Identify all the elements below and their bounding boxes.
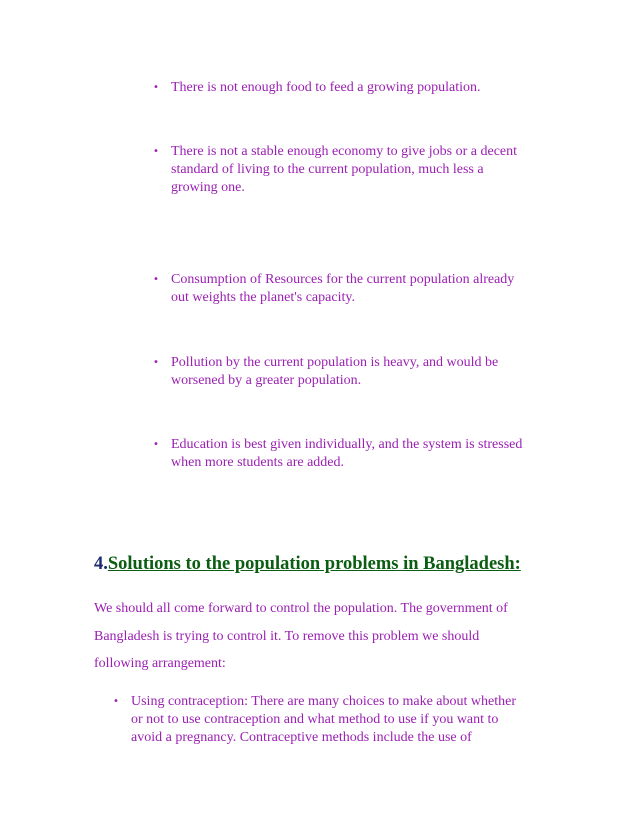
paragraph-line: We should all come forward to control the population. The government of [94,601,508,616]
bullet-line: avoid a pregnancy. Contraceptive methods include the use of [131,730,472,745]
bullet-line: Consumption of Resources for the current population already [171,272,515,287]
bullet-line: Pollution by the current population is heavy, and would be [171,355,499,370]
bullet-line: growing one. [171,180,245,195]
bullet-dot: • [113,696,119,707]
bullet-line: There is not a stable enough economy to give jobs or a decent [171,144,518,159]
paragraph-line: following arrangement: [94,656,226,671]
bullet-text [171,436,522,472]
bullet-dot: • [153,146,159,157]
bullet-text [171,354,498,390]
bullet-text [171,79,480,97]
bullet-text [171,143,517,197]
bullet-text [131,693,516,747]
bullet-dot: • [153,274,159,285]
bullet-line: Using contraception: There are many choices to make about whether [131,694,516,709]
bullet-text [171,271,514,307]
section-title: Solutions to the population problems in Bangladesh: [107,554,521,574]
bullet-line: out weights the planet's capacity. [171,290,355,305]
section-heading [94,553,521,575]
bullet-dot: • [153,439,159,450]
bullet-line: when more students are added. [171,455,344,470]
bullet-line: worsened by a greater population. [171,373,362,388]
bullet-dot: • [153,357,159,368]
bullet-line: or not to use contraception and what method to use if you want to [131,712,499,727]
bullet-line: Education is best given individually, and the system is stressed [171,437,523,452]
paragraph-line: Bangladesh is trying to control it. To remove this problem we should [94,629,480,644]
section-number: 4. [94,554,108,574]
bullet-line: There is not enough food to feed a growing population. [171,80,481,95]
bullet-line: standard of living to the current population, much less a [171,162,484,177]
bullet-dot: • [153,82,159,93]
